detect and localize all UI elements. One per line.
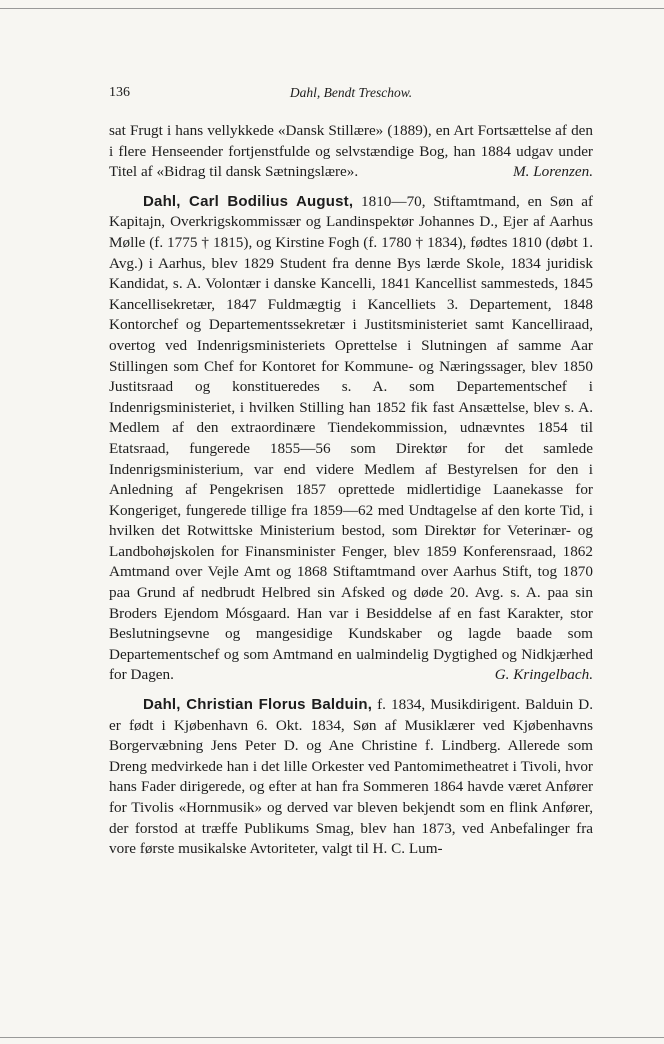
running-head: [109, 84, 593, 102]
entry-name: Dahl, Carl Bodilius August,: [143, 192, 354, 210]
entry-balduin-dahl: [109, 695, 593, 860]
continuation-paragraph: [109, 121, 593, 183]
signature-lorenzen: M. Lorenzen.: [512, 163, 593, 181]
entry-text: 1810—70, Stiftamtmand, en Søn af Kapitajn, Overkrigskommissær og Landinspektør Johannes D., Ejer af Aarhus Mølle (f. 1775 † 1815), og Kirstine Fogh (f. 1780 † 1834), fødtes 1810 (døbt 1. Avg.) i Aarhus, blev 1829 Student fra denne Bys lærde Skole, 1834 juridisk Kandidat, s. A. Volontær i danske Kancelli, 1841 Kancellist sammesteds, 1845 Kancellisekretær, 1847 Fuldmægtig i Kancelliets 3. Departement, 1848 Kontorchef og Departementssekretær i Justitsministeriet samt Kancelliraad, overtog ved Indenrigsministeriets Oprettelse i Slutningen af samme Aar Stillingen som Chef for Kontoret for Kommune- og Næringssager, blev 1850 Justitsraad og konstitueredes s. A. som Departementschef i Indenrigsministeriet, i hvilken Stilling han 1852 fik fast Ansættelse, blev s. A. Medlem af den extraordinære Tiendekommission, udnævntes 1854 til Etatsraad, fungerede 1855—56 som Direktør for det samlede Indenrigsministerium, var end videre Medlem af Bestyrelsen for den i Anledning af Pengekrisen 1857 oprettede midlertidige Laanekasse for Kongeriget, fungerede tillige fra 1859—62 med Undtagelse af den korte Tid, i hvilken det Rotwittske Ministerium bestod, som Direktør for Veterinær- og Landbohøjskolen for Finansminister Fenger, blev 1859 Konferensraad, 1862 Amtmand over Vejle Amt og 1868 Stiftamtmand over Aarhus Stift, tog 1870 paa Grund af nedbrudt Helbred sin Afsked og døde 20. Avg. s. A. paa sin Broders Ejendom Mósgaard. Han var i Besiddelse af en fast Karakter, stor Beslutningsevne og mangesidige Kundskaber og lagde baade som Departementschef og som Amtmand en ualmindelig Dygtighed og Nidkjærhed for Dagen.: [109, 192, 593, 684]
top-edge-line: [0, 8, 664, 9]
entry-name: Dahl, Christian Florus Balduin,: [143, 696, 373, 714]
entry-carl-dahl: [109, 192, 593, 686]
body-text: [109, 121, 593, 860]
page-number: 136: [109, 85, 130, 100]
running-title: Dahl, Bendt Treschow.: [289, 85, 413, 100]
continuation-text: sat Frugt i hans vellykkede «Dansk Stillære» (1889), en Art Fortsættelse af den i flere Henseender fortjenstfulde og selvstændige Bog, han 1884 udgav under Titel af «Bidrag til dansk Sætningslære».: [109, 122, 593, 181]
bottom-edge-line: [0, 1037, 664, 1038]
entry-text: f. 1834, Musikdirigent. Balduin D. er født i Kjøbenhavn 6. Okt. 1834, Søn af Musiklærer ved Kjøbenhavns Borgervæbning Jens Peter D. og Ane Christine f. Lindberg. Allerede som Dreng medvirkede han i det lille Orkester ved Pantomimetheatret i Tivoli, hvor hans Fader dirigerede, og efter at han fra Sommeren 1864 havde været Anfører for Tivolis «Hornmusik» og derved var bleven bekjendt som en flink Anfører, der forstod at træffe Publikums Smag, blev han 1873, ved Anbefalinger fra vore første musikalske Avtoriteter, valgt til H. C. Lum-: [109, 696, 593, 858]
signature-kringelbach: G. Kringelbach.: [494, 666, 593, 684]
